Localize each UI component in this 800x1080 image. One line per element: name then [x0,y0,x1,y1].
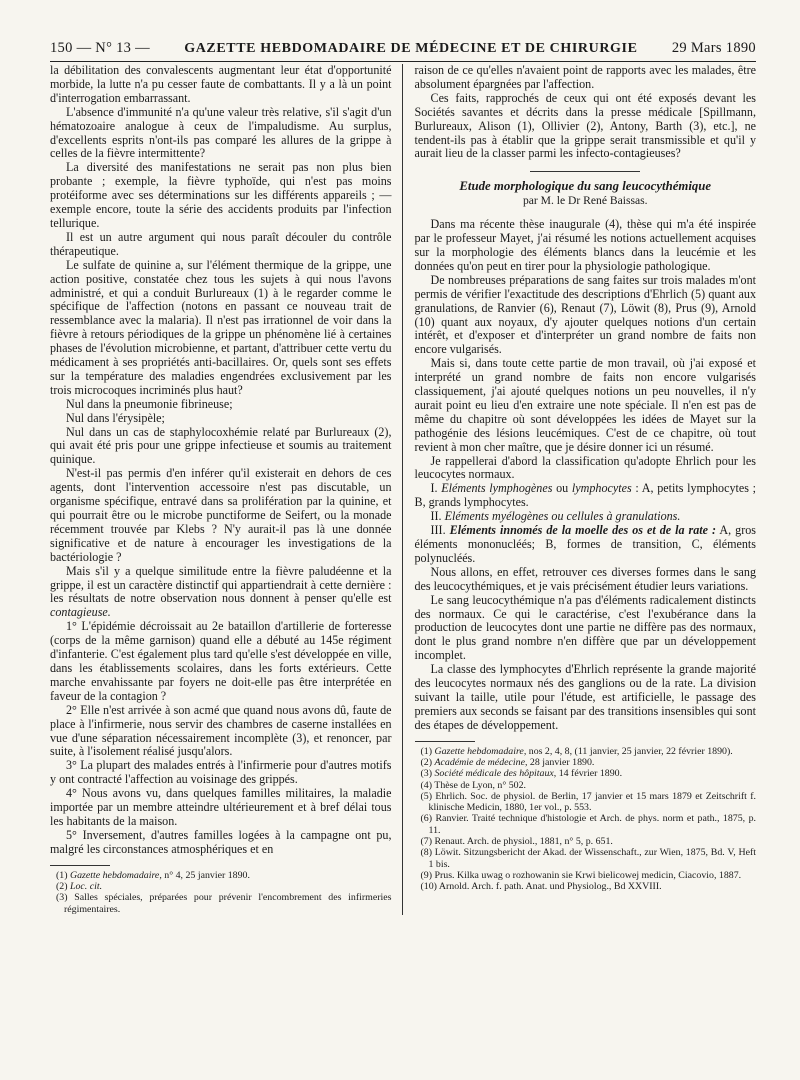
paragraph: Le sang leucocythémique n'a pas d'éléments radicalement distincts des normaux. Ce qui le caractérise, c'est l'exubérance dans la production de leucocytes dont une partie ne diffère pas des normaux, dont le plus grand nombre n'en diffère que par un développement incomplet. [414,592,756,663]
article-byline: par M. le Dr René Baissas. [522,194,648,208]
footnote-divider [415,741,475,742]
footnote: (7) Renaut. Arch. de physiol., 1881, n° 5, p. 651. [420,836,613,848]
item-term: Eléments lymphogènes [441,481,553,496]
item-term: Eléments innomés de la moelle des os et de la rate : [449,523,717,538]
item-number: III. [430,523,450,538]
footnote-number: (1) [420,745,435,757]
item-text: ou [552,481,572,496]
paragraph: L'absence d'immunité n'a qu'une valeur très relative, s'il s'agit d'un hématozoaire analogue à ceux de l'impaludisme. Au surplus, d'excellents esprits n'ont-ils pas comparé les allures de la grippe à celles de la fièvre intermittente? [50,104,392,161]
paragraph: N'est-il pas permis d'en inférer qu'il existerait en dehors de ces agents, dont l'intervention accessoire n'est pas discutable, un organisme spécifique, entravé dans sa prolifération par la quinine, et qui pourrait être ou le microbe punctiforme de Seifert, ou la monade récemment trouvée par Klebs ? N'y aurait-il pas là une donnée significative et de nature à encourager les investigations de la bactériologie ? [50,466,392,564]
paragraph: 2° Elle n'est arrivée à son acmé que quand nous avons dû, faute de place à l'infirmerie, nous servir des chambres de caserne installées en vue d'une séparation nécessairement incomplète (3), et renoncer, par suite, à l'isolement réalisé jusqu'alors. [50,702,392,759]
footnote [415,757,757,768]
footnote-detail: , n° 4, 25 janvier 1890. [159,869,250,881]
footnote-detail: , nos 2, 4, 8, (11 janvier, 25 janvier, 22 février 1890). [523,745,733,757]
paragraph: La diversité des manifestations ne serait pas non plus bien probante ; exemple, la fièvre typhoïde, qui n'est pas moins protéiforme avec ses déterminations sur les différents appareils ; — exemple encore, toute la série des accidents produits par l'infection tellurique. [50,160,392,230]
footnote [415,768,757,779]
paragraph: 5° Inversement, d'autres familles logées à la campagne ont pu, malgré les circonstances atmosphériques et en [50,827,392,856]
paragraph: Nul dans la pneumonie fibrineuse; [66,396,233,411]
footnote-source: Loc. cit. [69,880,103,892]
paragraph: 3° La plupart des malades entrés à l'infirmerie pour d'autres motifs y ont contracté l'affection au voisinage des grippés. [50,758,392,787]
paragraph: Nous allons, en effet, retrouver ces diverses formes dans le sang des leucocythémiques, et je vais précisément étudier leurs variations. [414,564,756,593]
paragraph: Je rappellerai d'abord la classification qu'adopte Ehrlich pour les leucocytes normaux. [414,453,756,482]
footnote-source: Société médicale des hôpitaux [434,768,554,780]
paragraph: 4° Nous avons vu, dans quelques familles militaires, la maladie importée par un membre atteindre ultérieurement et à bref délai tous les habitants de la maison. [50,786,392,828]
footnote-number: (2) [56,880,70,892]
classification-item [415,524,757,566]
footnote-detail: , 28 janvier 1890. [524,756,595,768]
footnote-source: Gazette hebdomadaire [434,745,524,757]
footnotes [415,746,757,893]
paragraph: Dans ma récente thèse inaugurale (4), thèse qui m'a été inspirée par le professeur Mayet, j'ai résumé les notions actuellement acquises sur la morphologie des éléments blancs dans la leucémie et les données qu'on peut en tirer pour la physiologie pathologique. [414,217,756,273]
footnote [415,746,757,757]
article-title: Etude morphologique du sang leucocythémique [459,179,712,194]
item-text: : A, petits lymphocytes ; B, grands lymphocytes. [414,481,757,510]
footnote-number: (1) [56,869,70,881]
journal-title: GAZETTE HEBDOMADAIRE DE MÉDECINE ET DE CHIRURGIE [184,41,638,56]
footnote-detail: , 14 février 1890. [553,768,623,780]
section-divider [530,171,640,172]
paragraph: raison de ce qu'elles n'avaient point de rapports avec les malades, être absolument épargnées par l'affection. [414,63,756,91]
footnote [50,870,392,881]
item-text: A, gros éléments mononucléés; B, formes de transition, C, éléments polynucléés. [414,523,757,565]
issue-date: 29 Mars 1890 [671,40,756,56]
footnote-number: (2) [420,756,435,768]
item-number: I. [430,481,442,496]
paragraph [50,565,392,621]
emphasis-text: contagieuse. [50,605,111,620]
footnote: (4) Thèse de Lyon, n° 502. [420,779,527,791]
right-column [403,64,757,915]
paragraph: la débilitation des convalescents augmentant leur état d'opportunité morbide, la lutte n'a pu cesser faute de combattants. Il y a là un point d'interrogation embarrassant. [50,63,392,105]
footnote-divider [50,865,110,866]
item-term: Eléments myélogènes ou cellules à granulations. [444,509,681,524]
paragraph: Ces faits, rapprochés de ceux qui ont été exposés devant les Sociétés savantes et décrits dans la presse médicale [Spillmann, Burlureaux, Alison (1), Ollivier (2), Antony, Barth (3), etc.], ne tendent-ils pas à établir que la grippe serait transmissible et qu'il y aurait lieu de la classer parmi les infecto-contagieuses? [414,90,756,161]
footnotes [50,870,392,915]
footnote-number: (3) [420,768,435,780]
paragraph: Mais si, dans toute cette partie de mon travail, où j'ai exposé et interprété un grand nombre de faits non encore vulgarisés classiquement, j'ai ajouté quelques notions un peu nouvelles, il n'y aurait point eu lieu d'en extraire une note spéciale. Il n'en est pas de même du chapitre où sont développées les idées de Mayet sur la pathogénie des lésions leucémiques. C'est de ce chapitre, où tout revient à mon cher maître, que je désire donner ici un résumé. [414,356,756,454]
paragraph-text: Mais s'il y a quelque similitude entre la fièvre paludéenne et la grippe, il est un caractère distinctif qui appartiendrait à cette dernière : les résultats de notre observation nous donnent à penser qu'elle est [50,563,392,606]
two-column-body [50,64,756,915]
item-number: II. [430,509,445,524]
paragraph: Il est un autre argument qui nous paraît découler du contrôle thérapeutique. [50,229,392,258]
paragraph: La classe des lymphocytes d'Ehrlich représente la grande majorité des leucocytes normaux nés des ganglions ou de la rate. La division suivant la taille, utile pour l'étude, est artificielle, le passage des premiers aux seconds se faisant par des transitions insensibles qui sont des étapes de développement. [414,662,756,732]
paragraph: Nul dans un cas de staphylocoxhémie relaté par Burlureaux (2), qui avait été pris pour une grippe infectieuse et soumis au traitement quinique. [50,424,392,467]
footnote-source: Académie de médecine [434,756,525,768]
footnote: (6) Ranvier. Traité technique d'histologie et Arch. de phys. norm et path., 1875, p. 11. [420,813,756,836]
footnote: (8) Löwit. Sitzungsbericht der Akad. der Wissenschaft., zur Wien, 1875, Bd. V, Heft 1 bis. [420,847,756,870]
item-term: lymphocytes [571,481,632,496]
footnote: (5) Ehrlich. Soc. de physiol. de Berlin, 17 janvier et 15 mars 1879 et Zeitschrift f. klinische Medicin, 1880, 1er vol., p. 553. [420,790,756,814]
paragraph: De nombreuses préparations de sang faites sur trois malades m'ont permis de vérifier l'exactitude des descriptions d'Ehrlich (5) quant aux granulations, de Ranvier (6), Renaut (7), Löwit (8), Prus (9), Arnold (10) quant aux noyaux, d'y ajouter quelques notions d'un certain intérêt, et d'exposer et d'interpréter un grand nombre de faits non encore vulgarisés. [414,272,756,357]
footnote-source: Gazette hebdomadaire [69,869,160,881]
paragraph: Le sulfate de quinine a, sur l'élément thermique de la grippe, une action positive, constatée chez tous les sujets à qui nous l'avons administré, et qui a conduit Burlureaux (1) à le regarder comme le spécifique de l'affection (notons en passant ce nouveau trait de ressemblance avec la malaria). Il n'est pas irrationnel de voir dans la fièvre à retours périodiques de la grippe un phénomène lié à certaines phases de l'évolution microbienne, et partant, d'attribuer cette vertu du médicament à ses propriétés anti-bacillaires. Or, quels sont ses effets sur la température des maladies engendrées exclusivement par les trois microcoques incriminés plus haut? [50,257,392,397]
footnote: (3) Salles spéciales, préparées pour prévenir l'encombrement des infirmeries régimentaires. [56,892,392,915]
page-header [50,40,756,62]
footnote: (9) Prus. Kilka uwag o rozhowanin sie Krwi bielicowej medicin, Ciacovio, 1887. [420,869,742,881]
footnote [50,881,392,892]
paragraph: Nul dans l'érysipèle; [66,410,165,425]
paragraph: 1° L'épidémie décroissait au 2e bataillon d'artillerie de forteresse (corps de la même garnison) quand elle a débuté au 145e régiment d'infanterie. C'est également plus tard qu'elle s'est développée en ville, dans les établissements scolaires, dans les forts extérieurs. Cette marche envahissante par foyers ne doit-elle pas être interprétée en faveur de la contagion ? [50,619,392,703]
left-column [50,64,403,915]
classification-item [415,482,757,510]
classification-item [415,510,757,524]
footnote: (10) Arnold. Arch. f. path. Anat. und Physiolog., Bd XXVIII. [420,881,662,893]
page-number: 150 — N° 13 — [50,40,150,56]
